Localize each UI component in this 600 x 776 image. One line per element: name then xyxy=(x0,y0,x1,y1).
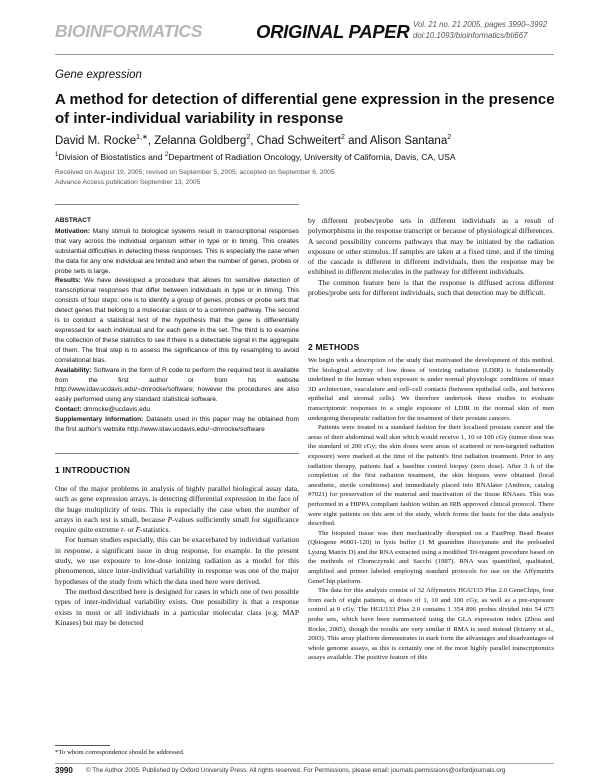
methods-paragraph-1: We begin with a description of the study that motivated the development of this method. The biological activity of low doses of ionizing radiation (LDIR) is fundamentally undefined in the human when exposure is under normal physiologic conditions of intact 3D architecture, vasculature and cell–cell contacts (between epithelial cells, and between epithelial and stromal cells). We therefore undertook these studies to evaluate transcriptomic responses to a single exposure of LDIR in the normal skin of men undergoing therapeutic radiation for the treatment of their prostate cancers. xyxy=(308,357,554,422)
intro-p1-a: One of the major problems in analysis of highly parallel biological assay data, such as gene expression arrays, is detecting differential expression in the face of the huge multiplicity of tests. This is especially the case when the number of arrays in each test is small, because xyxy=(55,484,299,524)
intro-p1-c: - or xyxy=(123,525,136,535)
intro-paragraph-4: The common feature here is that the response is diffused across different probes/probe sets for different individuals, such that detection may be difficult. xyxy=(308,277,554,298)
intro-p1-t: t xyxy=(121,525,124,535)
journal-name: BIOINFORMATICS xyxy=(55,21,203,41)
affil-text-2: Department of Radiation Oncology, University of California, Davis, CA, USA xyxy=(168,152,456,162)
availability-label: Availability: xyxy=(55,366,92,374)
received-dates: Received on August 19, 2005; revised on September 5, 2005; accepted on September 6, 2005 xyxy=(55,169,335,176)
intro-p1-d: -statistics. xyxy=(140,525,171,535)
article-type: ORIGINAL PAPER xyxy=(256,21,410,42)
abstract-availability xyxy=(55,366,299,406)
contact-label: Contact: xyxy=(55,406,82,414)
copyright: © The Author 2005. Published by Oxford University Press. All rights reserved. For Permissions, please email: journals.permissions@oxfordjournals.org xyxy=(86,767,506,774)
methods-paragraph-2: Patients were treated in a standard fashion for their localized prostate cancer and the areas of their abdominal wall skin which would receive 1, 10 or 100 cGy (tumor dose was the standard of 200 cGy; the skin doses were areas of scattered or non-targeted radiation exposure) were marked at the time of the patient's first radiation treatment. Prior to any radiation therapy, patients had a baseline control biopsy (zero dose). After 3 h of the completion of the first radiation treatment, the skin biopsies were obtained (local anesthetic, sterile conditions) and immediately placed into RNAlater (Ambion, catalog #7021) for preservation of the material and inactivation of the tissue RNAses. This was performed in a HIPPA compliant fashion within an IRB approved clinical protocol. There were eight patients on this arm of the study, which forms the basis for the data analysis described. xyxy=(308,424,554,528)
availability-text: Software in the form of R code to perform the required test is available from the first author or from his website http://www.idav.ucdavis.edu/~dmrocke/software; however the procedures are also easily performed using any standard statistical software. xyxy=(55,366,299,404)
abstract-top-rule xyxy=(55,204,299,205)
motivation-label: Motivation: xyxy=(55,227,90,235)
intro-paragraph-3: The method described here is designed for cases in which one of two possible types of inter-individual variability exists. One possibility is that a response exists in most or all individuals in a particular molecular class (e.g. MAP Kinases) but may be detected xyxy=(55,586,299,627)
intro-column xyxy=(55,484,299,628)
methods-paragraph-3: The biopsied tissue was then mechanically disrupted on a FastPrep Bead Beater (Qbiogene #6001-120) in lysis buffer (1 M guanidine thiocyanate and the preloaded Lysing Matrix D) and the RNA extracted using a modified Tri-reagent procedure based on the methods of Chomczynski and Sacchi (1987). RNA was quantified, qualitated, amplified and primer labeled employing standard protocols for use on the Affymetrix GeneChip platform. xyxy=(308,529,554,585)
author-3-sup: 2 xyxy=(341,134,345,141)
author-2: , Zelanna Goldberg xyxy=(147,134,247,147)
author-3: , Chad Schweitert xyxy=(250,134,341,147)
intro-p1-f: F xyxy=(135,525,141,535)
author-4-sup: 2 xyxy=(447,134,452,141)
advance-access: Advance Access publication September 13, 2005 xyxy=(55,178,201,186)
abstract-motivation xyxy=(55,227,299,277)
page-number: 3990 xyxy=(55,766,73,775)
intro-paragraph-1 xyxy=(55,484,299,535)
abstract-supplementary xyxy=(55,415,299,435)
intro-heading: 1 INTRODUCTION xyxy=(55,465,131,475)
results-label: Results: xyxy=(55,277,81,285)
affiliation xyxy=(55,152,555,162)
abstract xyxy=(55,216,299,435)
methods-paragraph-4: The data for this analysis consist of 32 Affymetrix HGU133 Plus 2.0 GeneChips, four from each of eight patients, at doses of 1, 10 and 100 cGy, as well as a pre-exposure control at 0 cGy. The HGU133 Plus 2.0 contains 1 354 896 probes divided into 54 675 probe sets, which have been summarized using the GLA expression index (Zhou and Rocke, 2005), though the results are very similar if RMA is used instead (Irizarry et al., 2003). This array platform demonstrates in stark form the advantages and disadvantages of whole genome assays, as this is certainly one of the most highly parallel transcriptomics assays available. The positive feature of this xyxy=(308,587,554,662)
intro-paragraph-2: For human studies especially, this can be exacerbated by individual variation in response, a significant issue in drug response, for example. In the present study, we use exposure to low-dose ionizing radiation as a model for this phenomenon, since inter-individual variability in response was one of the major hypotheses of the study from which the data used here were derived. xyxy=(55,535,299,586)
paper-title: A method for detection of differential gene expression in the presence of inter-individual variability in response xyxy=(55,91,555,127)
results-text: We have developed a procedure that allows for sensitive detection of transcriptional responses that differ between individuals in type or in timing. This consists of four steps: one is to identify a group of genes, probes or probe sets that detect genes that belong to a molecular class or to a common pathway. The second is to conduct a statistical test of the hypothesis that the gene is differentially expressed for each individual and for each gene in the set. The third is to examine the collection of these statistics to see if there is a detectable signal in the aggregate of them. The final step is to assess the significance of this by resampling to avoid correlational bias. xyxy=(55,277,299,364)
supp-text: Datasets used in this paper may be obtained from the first author's website http://www.idav.ucdavis.edu/~dmrocke/software xyxy=(55,416,299,434)
author-list xyxy=(55,133,555,147)
intro-p1-b: -values sufficiently small for significance require quite extreme xyxy=(55,514,299,535)
footer-rule xyxy=(55,763,554,764)
intro-p1-p: P xyxy=(167,514,173,524)
dates-block xyxy=(55,168,555,187)
abstract-contact xyxy=(55,405,299,415)
abstract-heading: ABSTRACT xyxy=(55,217,92,224)
section-label: Gene expression xyxy=(55,69,142,81)
supp-label: Supplementary information: xyxy=(55,416,144,424)
contact-text: dmrocke@ucdavis.edu xyxy=(81,406,151,414)
abstract-results xyxy=(55,276,299,365)
volume-info xyxy=(413,19,547,41)
abstract-bottom-rule xyxy=(55,453,299,454)
author-2-sup: 2 xyxy=(246,134,251,141)
footnote: *To whom correspondence should be addressed. xyxy=(55,749,185,756)
header-rule xyxy=(55,54,554,55)
right-column-intro-continued xyxy=(308,216,554,298)
author-1-sup: 1,∗ xyxy=(136,134,148,141)
doi-line: doi:10.1093/bioinformatics/bti667 xyxy=(413,31,528,40)
author-1: David M. Rocke xyxy=(55,134,137,147)
affil-sup-1: 1 xyxy=(55,152,59,159)
footnote-rule xyxy=(55,745,110,746)
volume-line: Vol. 21 no. 21 2005, pages 3990–3992 xyxy=(413,20,548,29)
motivation-text: Many stimuli to biological systems result in transcriptional responses that vary across the individual organism either in type or in timing. This creates substantial difficulties in detecting these responses. This is especially the case when the data for any one individual are limited and when the number of genes, probes or probe sets is large. xyxy=(55,227,299,275)
methods-column xyxy=(308,356,554,663)
author-4: and Alison Santana xyxy=(344,134,448,147)
intro-paragraph-3-cont: by different probes/probe sets in different individuals as a result of polymorphisms in the response transcript or because of physiological differences. A second possibility concerns pathways that may be initiated by the radiation exposure or other stimulus. If samples are taken at a fixed time, and if the timing of the cascade is different in different individuals, then the response may be exhibited in different molecules in the pathway for different individuals. xyxy=(308,216,554,277)
affil-sup-2: 2 xyxy=(164,152,169,159)
affil-text-1: Division of Biostatistics and xyxy=(58,152,165,162)
methods-heading: 2 METHODS xyxy=(308,342,360,352)
